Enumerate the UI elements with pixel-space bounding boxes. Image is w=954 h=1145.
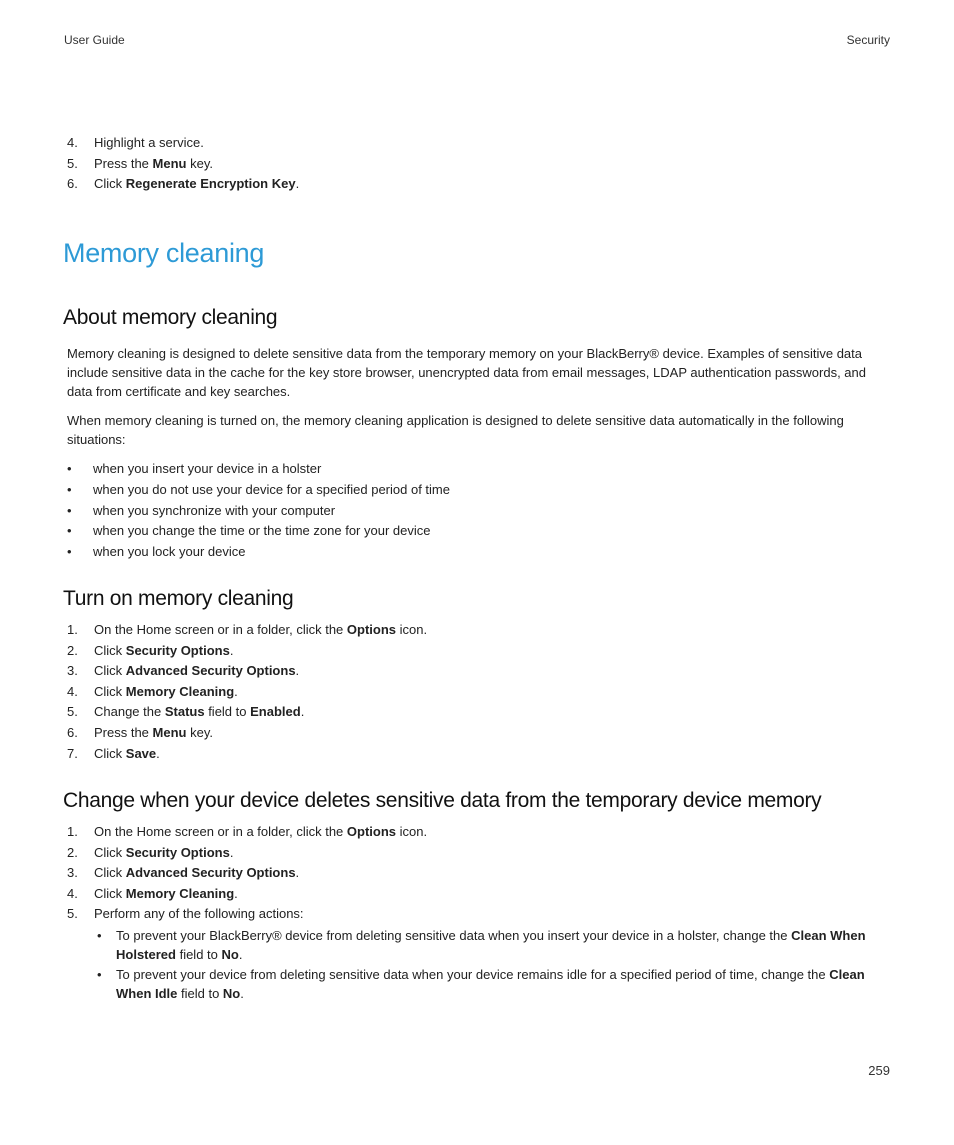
- text-run: To prevent your BlackBerry® device from deleting sensitive data when you insert your device in a holster, change the: [116, 927, 792, 943]
- list-item: • when you insert your device in a holster: [63, 459, 893, 480]
- about-paragraph-2: When memory cleaning is turned on, the memory cleaning application is designed to delete sensitive data automatically in the following situations:: [67, 413, 844, 447]
- step-number: 6.: [67, 724, 78, 740]
- text-run: Click: [94, 683, 126, 699]
- step-number: 5.: [67, 906, 78, 922]
- step-item: [63, 863, 893, 884]
- bullet-glyph: •: [97, 927, 102, 943]
- text-run: Click: [94, 663, 126, 679]
- list-item: • when you do not use your device for a specified period of time: [63, 480, 893, 501]
- intro-steps-block: [63, 133, 893, 195]
- text-run: Click: [94, 885, 126, 901]
- text-run: Click: [94, 745, 126, 761]
- ui-term: No: [222, 985, 241, 1001]
- text-run: icon.: [396, 622, 428, 637]
- step-number: 3.: [67, 663, 78, 679]
- page-number: 259: [868, 1063, 890, 1078]
- step-item: [63, 744, 893, 765]
- ui-term: Enabled: [250, 704, 301, 720]
- text-run: Press the: [94, 724, 153, 740]
- step-item: [63, 154, 893, 175]
- bullet-glyph: •: [67, 461, 72, 476]
- page-title: Memory cleaning: [63, 238, 265, 268]
- running-header-right: Security: [846, 33, 890, 47]
- bullet-glyph: •: [67, 544, 72, 560]
- step-item: [63, 904, 893, 925]
- situations-block: [63, 459, 893, 563]
- step-item: [63, 641, 893, 662]
- step-number: 4.: [67, 683, 78, 699]
- text-run: .: [295, 865, 300, 881]
- ui-term: Clean When Holstered: [116, 927, 866, 962]
- text-run: Click: [94, 844, 126, 860]
- step-number: 3.: [67, 865, 78, 881]
- text-run: .: [229, 844, 234, 860]
- step-number: 1.: [67, 824, 78, 839]
- step-number: 5.: [67, 704, 78, 720]
- turn-on-heading: Turn on memory cleaning: [63, 587, 294, 610]
- step-number: 5.: [67, 155, 78, 171]
- list-item: [63, 965, 893, 1003]
- text-run: field to: [175, 946, 222, 962]
- step-item: [63, 174, 893, 195]
- text-run: On the Home screen or in a folder, click the: [94, 824, 347, 839]
- step-number: 4.: [67, 885, 78, 901]
- text-run: Click: [94, 176, 126, 192]
- bullet-glyph: •: [67, 502, 72, 518]
- ui-term: Options: [346, 622, 397, 637]
- turn-on-steps-list: [63, 620, 893, 764]
- text-run: .: [295, 176, 300, 192]
- list-item: • when you change the time or the time zone for your device: [63, 521, 893, 542]
- text-run: key.: [186, 724, 213, 740]
- step-number: 7.: [67, 745, 78, 761]
- bullet-glyph: •: [97, 966, 102, 982]
- step-item: [63, 661, 893, 682]
- text-run: icon.: [396, 824, 428, 839]
- ui-term: Memory Cleaning: [125, 683, 235, 699]
- text-run: Click: [94, 865, 126, 881]
- text-run: .: [238, 946, 243, 962]
- ui-term: Menu: [152, 155, 187, 171]
- ui-term: No: [221, 946, 239, 962]
- text-run: On the Home screen or in a folder, click the: [94, 622, 347, 637]
- step-item: [63, 620, 893, 641]
- ui-term: Memory Cleaning: [125, 885, 235, 901]
- text-run: field to: [204, 704, 251, 720]
- step-item: [63, 884, 893, 905]
- situations-list: [63, 459, 893, 563]
- text-run: .: [300, 704, 305, 720]
- text-run: .: [234, 683, 238, 699]
- step-number: 1.: [67, 622, 78, 637]
- about-heading: About memory cleaning: [63, 306, 278, 329]
- text-run: field to: [177, 985, 223, 1001]
- text-run: .: [234, 885, 238, 901]
- running-header-left: User Guide: [64, 33, 125, 47]
- bullet-glyph: •: [67, 481, 72, 497]
- change-steps-block: [63, 822, 893, 1004]
- step-number: 4.: [67, 135, 78, 150]
- step-item: [63, 682, 893, 703]
- text-run: .: [229, 642, 234, 658]
- step-item: [63, 822, 893, 843]
- text-run: key.: [186, 155, 213, 171]
- text-run: To prevent your device from deleting sensitive data when your device remains idle for a specified period of time, change the: [116, 966, 830, 982]
- step-item: [63, 843, 893, 864]
- text-run: .: [156, 745, 160, 761]
- change-heading: Change when your device deletes sensitive data from the temporary device memory: [63, 789, 822, 812]
- step-number: 6.: [67, 176, 78, 192]
- list-item: • when you synchronize with your computer: [63, 501, 893, 522]
- text-run: Press the: [94, 155, 153, 171]
- text-run: Perform any of the following actions:: [94, 906, 304, 922]
- ui-term: Menu: [152, 724, 187, 740]
- ui-term: Security Options: [125, 844, 230, 860]
- step-item: [63, 133, 893, 154]
- list-item: • when you lock your device: [63, 542, 893, 563]
- text-run: Highlight a service.: [94, 135, 204, 150]
- ui-term: Options: [346, 824, 397, 839]
- ui-term: Advanced Security Options: [125, 865, 296, 881]
- change-steps-list: [63, 822, 893, 925]
- ui-term: Clean When Idle: [116, 966, 865, 1001]
- text-run: Click: [94, 642, 126, 658]
- turn-on-steps-block: [63, 620, 893, 764]
- text-run: Change the: [94, 704, 165, 720]
- ui-term: Status: [164, 704, 205, 720]
- ui-term: Security Options: [125, 642, 230, 658]
- about-paragraph-1: Memory cleaning is designed to delete sensitive data from the temporary memory on your BlackBerry® device. Examples of sensitive data include sensitive data in the cache for the key store browser, unencrypted data from email messages, LDAP authentication passwords, and data from certificate and key searches.: [67, 346, 866, 399]
- text-run: .: [240, 985, 244, 1001]
- bullet-glyph: •: [67, 523, 72, 539]
- ui-term: Advanced Security Options: [125, 663, 296, 679]
- change-actions-list: [63, 926, 893, 1003]
- intro-steps-list: [63, 133, 893, 195]
- step-item: [63, 723, 893, 744]
- list-item: [63, 926, 893, 964]
- text-run: .: [295, 663, 300, 679]
- step-number: 2.: [67, 844, 78, 860]
- ui-term: Save: [125, 745, 157, 761]
- ui-term: Regenerate Encryption Key: [125, 176, 296, 192]
- step-number: 2.: [67, 642, 78, 658]
- step-item: [63, 702, 893, 723]
